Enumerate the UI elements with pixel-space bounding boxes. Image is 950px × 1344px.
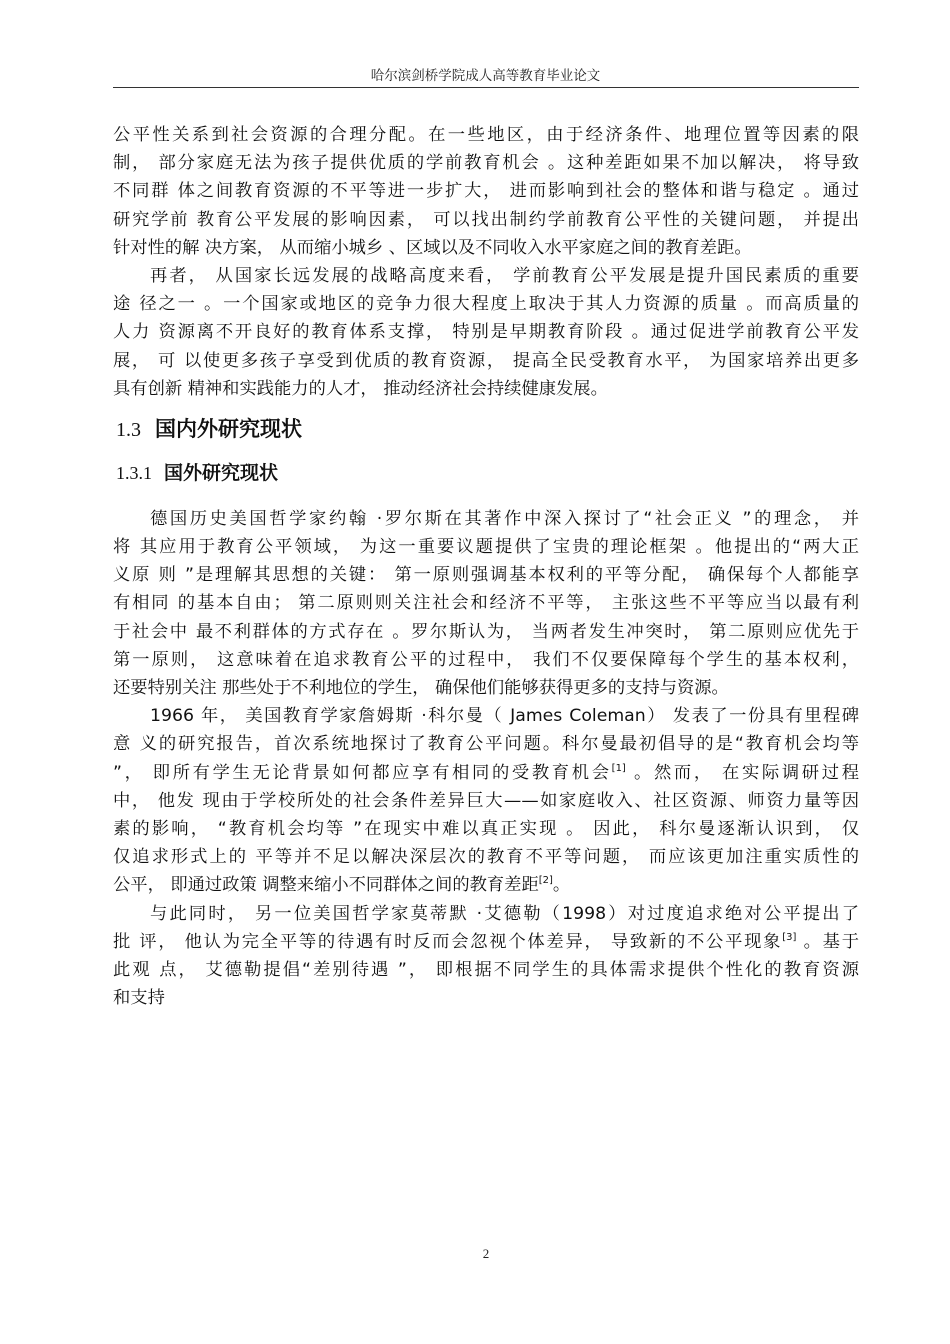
text-line: 不同群 体之间教育资源的不平等进一步扩大， 进而影响到社会的整体和谐与稳定 。通过 [113,181,859,202]
text-line: 针对性的解 决方案， 从而缩小城乡 、区域以及不同收入水平家庭之间的教育差距。 [113,237,752,258]
text-line: 研究学前 教育公平发展的影响因素， 可以找出制约学前教育公平性的关键问题， 并提出 [113,209,859,230]
text-run: 。基于 [796,931,859,952]
text-line: 展， 可 以使更多孩子享受到优质的教育资源， 提高全民受教育水平， 为国家培养出更多 [113,350,859,371]
text-line: 义原 则 ”是理解其思想的关键： 第一原则强调基本权利的平等分配， 确保每个人都能享 [113,565,859,586]
text-line: 此观 点， 艾德勒提倡“差别待遇 ”， 即根据不同学生的具体需求提供个性化的教育资源 [113,959,859,980]
section-number: 1.3 [116,418,141,441]
text-run: 批 评， 他认为完全平等的待遇有时反而会忽视个体差异， 导致新的不公平现象 [113,931,783,952]
text-line: 仅追求形式上的 平等并不足以解决深层次的教育不平等问题， 而应该更加注重实质性的 [113,847,859,868]
text-line [113,759,859,787]
text-line: 途 径之一 。一个国家或地区的竞争力很大程度上取决于其人力资源的质量 。而高质量的 [113,294,859,315]
citation-ref: [1] [611,762,626,774]
text-line: 再者， 从国家长远发展的战略高度来看， 学前教育公平发展是提升国民素质的重要 [150,265,859,286]
text-run: 公平， 即通过政策 调整来缩小不同群体之间的教育差距 [113,875,539,896]
text-line: 人力 资源离不开良好的教育体系支撑， 特别是早期教育阶段 。通过促进学前教育公平发 [113,322,859,343]
text-line [113,928,859,956]
text-line: 意 义的研究报告，首次系统地探讨了教育公平问题。科尔曼最初倡导的是“教育机会均等 [113,734,859,755]
paragraph [113,262,859,403]
text-run: 。 [552,875,571,896]
text-line: 公平性关系到社会资源的合理分配。在一些地区，由于经济条件、地理位置等因素的限 [113,125,859,145]
text-line: 还要特别关注 那些处于不利地位的学生， 确保他们能够获得更多的支持与资源。 [113,678,729,698]
text-line: 将 其应用于教育公平领域， 为这一重要议题提供了宝贵的理论框架 。他提出的“两大正 [113,537,859,558]
text-line: 与此同时， 另一位美国哲学家莫蒂默 ·艾德勒（1998）对过度追求绝对公平提出了 [150,903,859,924]
text-line: 和支持 [113,988,165,1009]
page-body [113,121,859,1012]
text-line: 1966 年， 美国教育学家詹姆斯 ·科尔曼（ James Coleman） 发表了一份具有里程碑 [150,706,859,727]
page-number: 2 [482,1246,490,1261]
text-run: 。然而， 在实际调研过程 [625,762,859,783]
header-divider [113,87,859,88]
text-run: ”， 即所有学生无论背景如何都应享有相同的受教育机会 [113,762,612,783]
paragraph [113,702,859,899]
text-line: 德国历史美国哲学家约翰 ·罗尔斯在其著作中深入探讨了“社会正义 ”的理念， 并 [150,508,859,529]
section-title: 国内外研究现状 [155,416,302,441]
text-line: 于社会中 最不利群体的方式存在 。罗尔斯认为， 当两者发生冲突时， 第二原则应优先于 [113,621,859,642]
subsection-title: 国外研究现状 [164,461,279,484]
section-heading [113,411,859,447]
text-line: 素的影响， “教育机会均等 ”在现实中难以真正实现 。 因此， 科尔曼逐渐认识到， 仅 [113,818,859,839]
paragraph [113,505,859,702]
paragraph [113,121,859,262]
text-line: 具有创新 精神和实践能力的人才， 推动经济社会持续健康发展。 [113,378,608,399]
text-line: 制， 部分家庭无法为孩子提供优质的学前教育机会 。这种差距如果不加以解决， 将导致 [113,153,859,174]
text-line [113,871,859,899]
text-line: 第一原则， 这意味着在追求教育公平的过程中， 我们不仅要保障每个学生的基本权利， [113,649,859,670]
text-line: 中， 他发 现由于学校所处的社会条件差异巨大——如家庭收入、社区资源、师资力量等因 [113,790,859,811]
text-line: 有相同 的基本自由； 第二原则则关注社会和经济不平等， 主张这些不平等应当以最有利 [113,593,859,614]
subsection-number: 1.3.1 [116,462,152,483]
citation-ref: [3] [782,931,797,943]
citation-ref: [2] [538,875,553,887]
paragraph [113,900,859,1013]
subsection-heading [113,457,859,489]
running-header: 哈尔滨剑桥学院成人高等教育毕业论文 [370,68,601,84]
